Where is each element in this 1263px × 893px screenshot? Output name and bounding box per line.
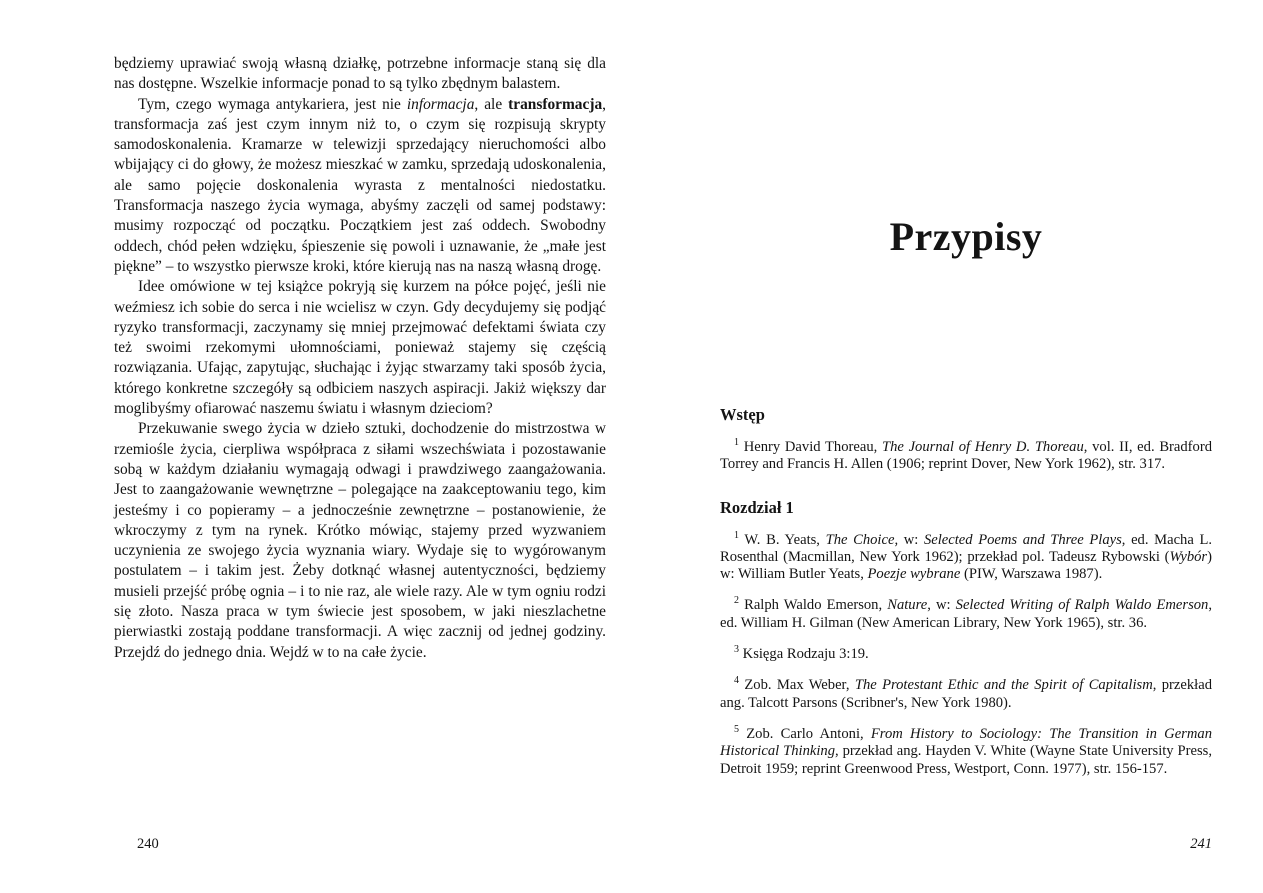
footnote: [720, 439, 1212, 474]
italic-text: Selected Writing of Ralph Waldo Emerson: [955, 597, 1209, 614]
text-run: , ed. Macha L. Rosenthal (Macmillan, New York 1962); przekład pol. Tadeusz Rybowski (: [720, 531, 1213, 565]
footnote: [720, 597, 1212, 632]
notes-sections: [720, 405, 1212, 792]
footnote-number: 4: [734, 675, 739, 687]
italic-text: Nature: [887, 597, 928, 614]
page-number-right: 241: [1190, 836, 1212, 852]
text-run: , ed. William H. Gilman (New American Library, New York 1965), str. 36.: [720, 597, 1212, 631]
text-run: będziemy uprawiać swoją własną działkę, potrzebne informacje staną się dla nas dostępne. Wszelkie informacje ponad to są tylko zbędnym balastem.: [114, 55, 606, 93]
text-run: , transformacja zaś jest czym innym niż to, o czym się rozpisują skrypty samodoskonalenia. Kramarze w telewizji sprzedający nieruchomości albo wbijający ci do głowy, że możesz mieszkać w zamku, sprzedają udoskonalenia, ale samo pojęcie doskonalenia wyrasta z mentalności niedostatku. Transformacja naszego życia wymaga, abyśmy zaczęli od samej podstawy: musimy rozpocząć od początku. Początkiem jest zaś oddech. Swobodny oddech, chód pełen wdzięku, śpieszenie się powoli i uznawanie, że „małe jest piękne” – to wszystko pierwsze kroki, które kierują nas na naszą własną drogę.: [114, 95, 607, 275]
paragraph: [114, 277, 606, 419]
paragraph: [114, 54, 606, 95]
text-run: , w:: [927, 597, 956, 614]
italic-text: The Choice,: [825, 531, 899, 548]
italic-text: Poezje wybrane: [867, 566, 961, 583]
paragraph: [114, 95, 606, 278]
footnote-number: 1: [734, 529, 739, 541]
footnote: [720, 726, 1212, 778]
text-run: , ale: [474, 95, 509, 113]
text-run: Przekuwanie swego życia w dzieło sztuki, dochodzenie do mistrzostwa w rzemiośle życia, cierpliwa współpraca z siłami wszechświata i pozostawanie sobą w każdym działaniu wymagają odwagi i prawdziwego zaangażowania. Jest to zaangażowanie wewnętrzne – polegające na zaakceptowaniu tego, kim jesteśmy i co popieramy – a jednocześnie zewnętrzne – postanowienie, że wkroczymy z tym na rynek. Krótko mówiąc, stajemy przed wyzwaniem uczynienia ze swojego życia wyznania wiary. Wydaje się to wygórowanym postulatem – i takim jest. Żeby dotknąć własnej autentyczności, będziemy musieli przejść próbę ognia – i to nie raz, ale wiele razy. Ale w tym ogniu rodzi się złoto. Nasza praca w tym świecie jest sposobem, w jaki nieszlachetne pierwiastki zostają poddane transformacji. A więc zacznij od jednej godziny. Przejdź do jednego dnia. Wejdź w to na całe życie.: [114, 420, 606, 661]
footnote: [720, 677, 1212, 712]
italic-text: The Journal of Henry D. Thoreau: [881, 439, 1084, 455]
text-run: W. B. Yeats,: [744, 531, 826, 548]
bold-text: transformacja: [508, 95, 603, 113]
footnote-number: 1: [734, 437, 739, 449]
text-run: Zob. Max Weber,: [744, 677, 855, 694]
text-run: Henry David Thoreau,: [743, 439, 882, 455]
text-run: , przekład ang. Hayden V. White (Wayne State University Press, Detroit 1959; reprint Greenwood Press, Westport, Conn. 1977), str. 156-157.: [720, 743, 1212, 777]
section-heading: Wstęp: [720, 405, 765, 424]
footnote-number: 5: [734, 724, 739, 736]
footnote: [720, 529, 1213, 584]
footnote-number: 3: [734, 644, 739, 656]
text-run: Księga Rodzaju 3:19.: [742, 646, 869, 663]
italic-text: From History to Sociology: The Transition in German Historical Thinking: [720, 725, 1212, 760]
text-run: w:: [898, 531, 924, 548]
text-run: Ralph Waldo Emerson,: [744, 597, 888, 614]
paragraph: [114, 419, 606, 663]
text-run: ) w: William Butler Yeats,: [720, 548, 1212, 583]
footnote-number: 2: [734, 595, 739, 607]
endnotes-title: Przypisy: [889, 214, 1043, 259]
footnote: [720, 646, 1212, 663]
text-run: (PIW, Warszawa 1987).: [960, 566, 1103, 583]
text-run: , przekład ang. Talcott Parsons (Scribner's, New York 1980).: [720, 677, 1212, 711]
italic-text: Selected Poems and Three Plays: [923, 531, 1122, 548]
italic-text: Wybór: [1169, 548, 1208, 565]
text-run: Tym, czego wymaga antykariera, jest nie: [138, 95, 407, 113]
text-run: Idee omówione w tej książce pokryją się kurzem na półce pojęć, jeśli nie weźmiesz ich sobie do serca i nie wcielisz w czyn. Gdy decydujemy się podjąć ryzyko transformacji, zaczynamy się mniej przejmować defektami świata czy też swoimi rzekomymi ułomnościami, ponieważ stajemy się częścią rozwiązania. Ufając, zapytując, słuchając i żyjąc stwarzamy taki sposób życia, którego konkretne szczegóły są odbiciem naszych aspiracji. Jakiż większy dar moglibyśmy ofiarować naszemu światu i własnym dzieciom?: [114, 278, 606, 418]
italic-text: informacja: [406, 95, 475, 113]
left-page-body: [114, 54, 606, 663]
section-heading: Rozdział 1: [720, 497, 794, 517]
page-number-left: 240: [137, 836, 159, 852]
text-run: , vol. II, ed. Bradford Torrey and Francis H. Allen (1906; reprint Dover, New York 1962), str. 317.: [720, 439, 1212, 473]
text-run: Zob. Carlo Antoni,: [746, 725, 871, 742]
italic-text: The Protestant Ethic and the Spirit of Capitalism: [854, 677, 1153, 694]
